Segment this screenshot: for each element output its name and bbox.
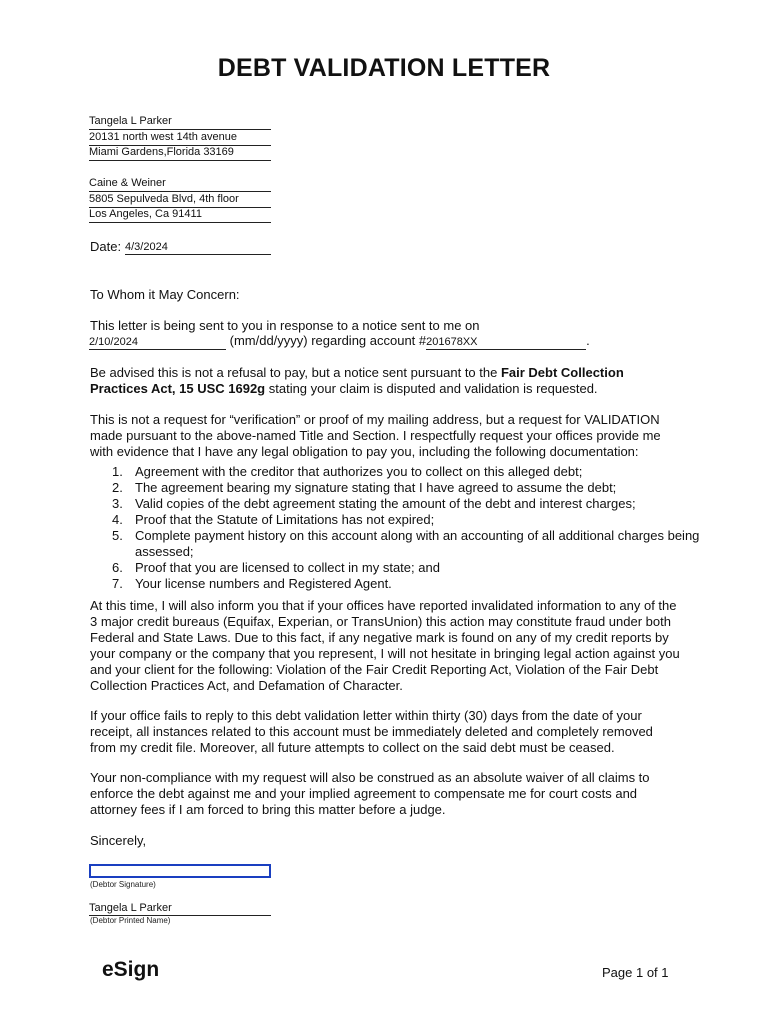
closing: Sincerely, bbox=[90, 833, 147, 848]
notice-date-field[interactable]: 2/10/2024 bbox=[89, 335, 226, 350]
signature-label: (Debtor Signature) bbox=[90, 880, 156, 889]
account-number-field[interactable]: 201678XX bbox=[426, 335, 586, 350]
documentation-list bbox=[90, 464, 735, 592]
intro-line1: This letter is being sent to you in response to a notice sent to me on bbox=[90, 318, 480, 333]
list-item: 6. Proof that you are licensed to collect in my state; and bbox=[112, 560, 440, 575]
list-item: 7. Your license numbers and Registered Agent. bbox=[112, 576, 392, 591]
para-advised-before: Be advised this is not a refusal to pay, but a notice sent pursuant to the bbox=[90, 365, 501, 380]
fdcpa-citation: Fair Debt Collection Practices Act, 15 USC 1692g bbox=[90, 365, 624, 396]
sender-address2-field[interactable]: Miami Gardens,Florida 33169 bbox=[89, 145, 271, 161]
printed-name-field[interactable]: Tangela L Parker bbox=[89, 901, 271, 916]
intro-middle-text: (mm/dd/yyyy) regarding account # bbox=[226, 333, 427, 348]
page-number: Page 1 of 1 bbox=[602, 965, 669, 980]
list-item: 4. Proof that the Statute of Limitations has not expired; bbox=[112, 512, 435, 527]
recipient-address1-field[interactable]: 5805 Sepulveda Blvd, 4th floor bbox=[89, 192, 271, 208]
recipient-address2-field[interactable]: Los Angeles, Ca 91411 bbox=[89, 207, 271, 223]
esign-logo: eSign bbox=[102, 958, 160, 981]
intro-end-text: . bbox=[586, 333, 590, 348]
para-thirty-days: If your office fails to reply to this debt validation letter within thirty (30) days from the date of your receipt, all instances related to this account must be immediately deleted and completely removed from my credit file. Moreover, all future attempts to collect on the said debt must be ceased. bbox=[90, 708, 653, 755]
list-item: 5. Complete payment history on this account along with an accounting of all additional charges being assessed; bbox=[112, 528, 700, 559]
para-credit: At this time, I will also inform you that if your offices have reported invalidated information to any of the 3 major credit bureaus (Equifax, Experian, or TransUnion) this action may constitute fraud under both Federal and State Laws. Due to this fact, if any negative mark is found on any of my credit reports by your company or the company that you represent, I will not hesitate in bringing legal action against you and your client for the following: Violation of the Fair Credit Reporting Act, Violation of the Fair Debt Collection Practices Act, and Defamation of Character. bbox=[90, 598, 680, 693]
para-request: This is not a request for “verification” or proof of my mailing address, but a request for VALIDATION made pursuant to the above-named Title and Section. I respectfully request your offices provide me with evidence that I have any legal obligation to pay you, including the following documentation: bbox=[90, 412, 661, 459]
date-label: Date: bbox=[90, 239, 122, 254]
signature-field[interactable] bbox=[89, 864, 271, 878]
printed-name-label: (Debtor Printed Name) bbox=[90, 916, 171, 925]
sender-name-field[interactable]: Tangela L Parker bbox=[89, 114, 271, 130]
sender-address1-field[interactable]: 20131 north west 14th avenue bbox=[89, 130, 271, 146]
list-item: 1. Agreement with the creditor that authorizes you to collect on this alleged debt; bbox=[112, 464, 583, 479]
salutation: To Whom it May Concern: bbox=[90, 287, 240, 302]
para-waiver: Your non-compliance with my request will also be construed as an absolute waiver of all claims to enforce the debt against me and your implied agreement to compensate me for court costs and attorney fees if I am forced to bring this matter before a judge. bbox=[90, 770, 650, 817]
page-title: DEBT VALIDATION LETTER bbox=[217, 54, 551, 82]
date-row bbox=[90, 239, 121, 255]
list-item: 3. Valid copies of the debt agreement stating the amount of the debt and interest charges; bbox=[112, 496, 636, 511]
list-item: 2. The agreement bearing my signature stating that I have agreed to assume the debt; bbox=[112, 480, 617, 495]
recipient-name-field[interactable]: Caine & Weiner bbox=[89, 176, 271, 192]
intro-account-row bbox=[89, 333, 590, 350]
para-advised bbox=[90, 365, 680, 397]
para-advised-after: stating your claim is disputed and validation is requested. bbox=[265, 381, 598, 396]
date-field[interactable]: 4/3/2024 bbox=[125, 240, 271, 255]
